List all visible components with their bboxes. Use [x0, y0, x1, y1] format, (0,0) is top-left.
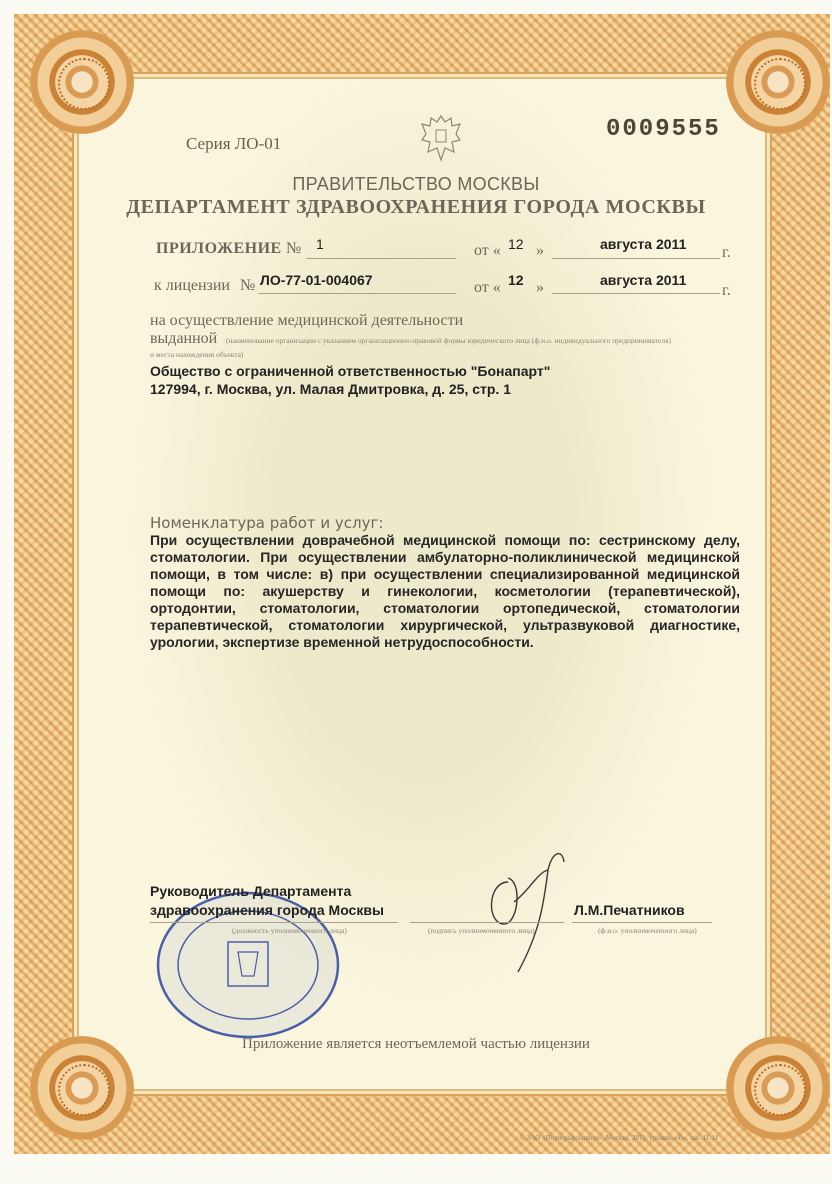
license-number: ЛО-77-01-004067: [260, 272, 373, 288]
license-label: к лицензии: [154, 277, 230, 294]
department-title: ДЕПАРТАМЕНТ ЗДРАВООХРАНЕНИЯ ГОРОДА МОСКВЫ: [126, 196, 706, 218]
license-from-label: от «: [474, 279, 501, 296]
coat-of-arms-icon: [418, 112, 464, 164]
nomenclature-title: Номенклатура работ и услуг:: [150, 514, 384, 532]
activity-line: на осуществление медицинской деятельности: [150, 312, 464, 329]
issued-note: (наименование организации с указанием организационно-правовой формы юридического лица (ф.и.о. индивидуального предпринимателя): [226, 336, 671, 345]
position-line: [150, 922, 398, 923]
signatory-position: [150, 882, 384, 920]
series-label: Серия ЛО-01: [186, 134, 282, 153]
organization-address: 127994, г. Москва, ул. Малая Дмитровка, д. 25, стр. 1: [150, 381, 511, 397]
license-year-suffix: г.: [722, 282, 731, 299]
issued-note-2: и места нахождения объекта): [150, 350, 244, 359]
license-day: 12: [508, 272, 524, 288]
handwritten-signature: [478, 842, 588, 982]
corner-rosette-icon: [726, 30, 830, 134]
appendix-number-line: [306, 258, 456, 259]
position-caption: (должность уполномоченного лица): [232, 926, 347, 935]
name-line: [572, 922, 712, 923]
position-line-2: здравоохранения города Москвы: [150, 902, 384, 918]
license-no-sign: №: [240, 277, 256, 294]
appendix-no-sign: №: [286, 240, 302, 257]
printer-imprint: © ЗАО «Полиграф-защита», Москва, 2011, уровень «В», зак. 11-11: [520, 1134, 719, 1142]
license-number-line: [258, 293, 456, 294]
license-month-year: августа 2011: [600, 272, 687, 288]
appendix-number: 1: [316, 236, 324, 252]
corner-rosette-icon: [30, 30, 134, 134]
license-quote-close: »: [536, 279, 544, 296]
issued-label: выданной: [150, 330, 218, 347]
sign-caption: (подпись уполномоченного лица): [428, 926, 535, 935]
position-line-1: Руководитель Департамента: [150, 883, 352, 899]
organization-name: Общество с ограниченной ответственностью "Бонапарт": [150, 363, 551, 379]
appendix-year-suffix: г.: [722, 244, 731, 261]
organization-block: [150, 362, 550, 398]
footer-note: Приложение является неотъемлемой частью лицензии: [242, 1036, 590, 1052]
nomenclature-text: При осуществлении доврачебной медицинской помощи по: сестринскому делу, стоматологии. При осуществлении амбулаторно-поликлинической медицинской помощи, в том числе: в) при осуществлении специализированной медицинской помощи по: акушерству и гинекологии, косметологии (терапевтической), ортодонтии, стоматологии, стоматологии ортопедической, стоматологии терапевтической, стоматологии хирургической, ультразвуковой диагностике, урологии, экспертизе временной нетрудоспособности.: [150, 532, 740, 650]
name-caption: (ф.и.о. уполномоченного лица): [598, 926, 697, 935]
appendix-quote-close: »: [536, 242, 544, 259]
government-title: ПРАВИТЕЛЬСТВО МОСКВЫ: [292, 174, 540, 194]
form-number: 0009555: [606, 116, 721, 143]
appendix-date-line: [552, 258, 720, 259]
appendix-from-label: от «: [474, 242, 501, 259]
appendix-label: ПРИЛОЖЕНИЕ: [156, 240, 282, 257]
appendix-month-year: августа 2011: [600, 236, 687, 252]
sign-line: [410, 922, 564, 923]
appendix-day: 12: [508, 236, 524, 252]
license-date-line: [552, 293, 720, 294]
signatory-name: Л.М.Печатников: [574, 902, 685, 918]
